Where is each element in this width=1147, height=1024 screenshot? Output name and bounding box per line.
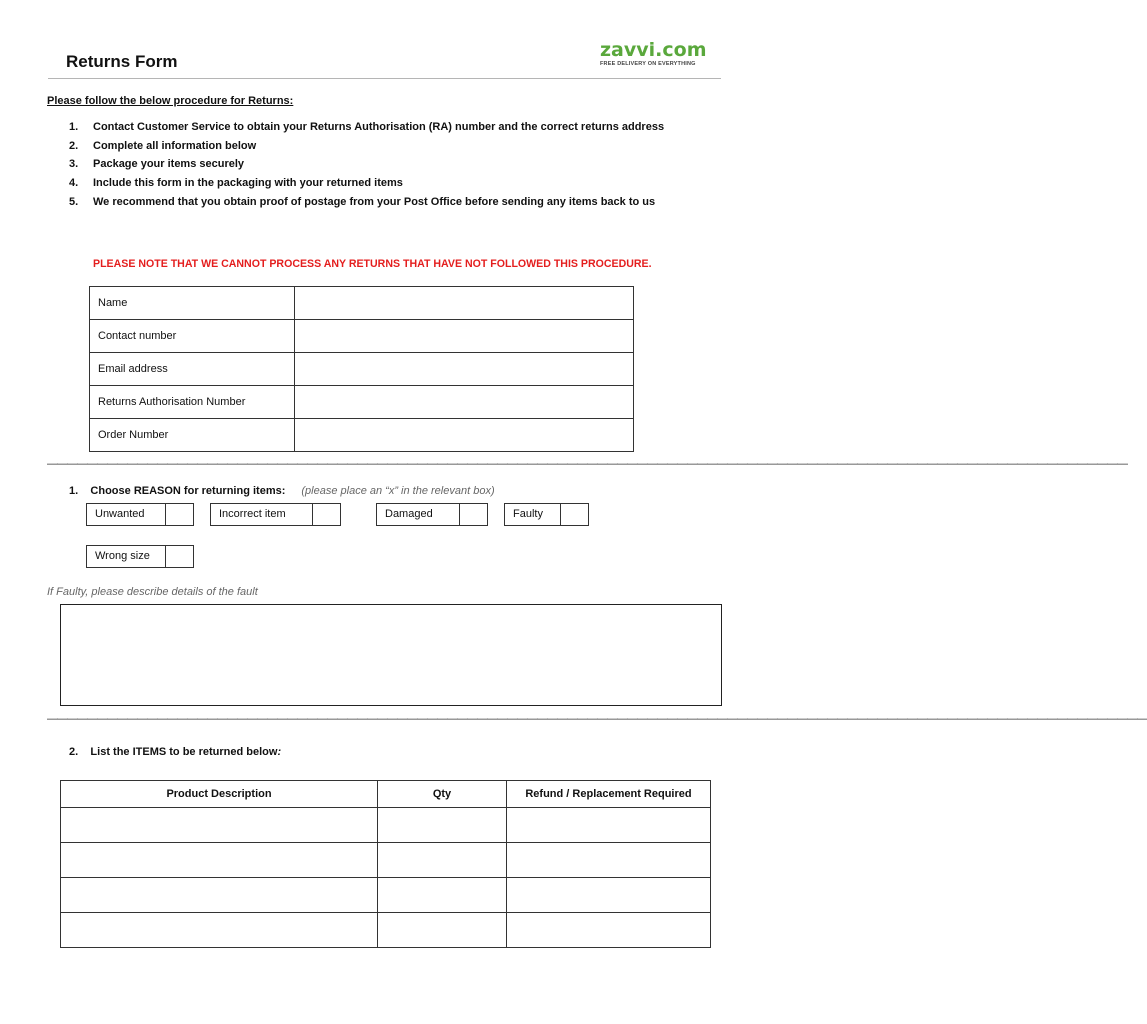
product-description-cell[interactable] bbox=[61, 913, 378, 948]
info-label-ra: Returns Authorisation Number bbox=[90, 386, 295, 419]
reason-option-label: Unwanted bbox=[95, 508, 145, 520]
qty-cell[interactable] bbox=[378, 878, 507, 913]
fault-details-textarea[interactable] bbox=[60, 604, 722, 706]
refund-replacement-cell[interactable] bbox=[507, 878, 711, 913]
procedure-step: 2. Complete all information below bbox=[69, 139, 257, 152]
logo-wordmark: zavvi.com bbox=[600, 39, 707, 61]
form-title: Returns Form bbox=[66, 52, 178, 71]
procedure-steps bbox=[48, 118, 728, 212]
procedure-warning: PLEASE NOTE THAT WE CANNOT PROCESS ANY RETURNS THAT HAVE NOT FOLLOWED THIS PROCEDURE. bbox=[93, 258, 652, 270]
reason-faulty bbox=[504, 503, 589, 526]
info-label-order: Order Number bbox=[90, 419, 295, 452]
procedure-step: 5. We recommend that you obtain proof of postage from your Post Office before sending any items back to us bbox=[69, 195, 656, 208]
reason-option-label: Wrong size bbox=[95, 550, 150, 562]
reason-heading: 1. Choose REASON for returning items: (please place an “x” in the relevant box) bbox=[69, 485, 495, 497]
procedure-step: 4. Include this form in the packaging with your returned items bbox=[69, 177, 403, 190]
order-number-field[interactable] bbox=[295, 419, 634, 452]
info-row bbox=[90, 419, 634, 452]
procedure-step: 3. Package your items securely bbox=[69, 158, 245, 171]
qty-cell[interactable] bbox=[378, 843, 507, 878]
table-row bbox=[61, 878, 711, 913]
reason-damaged bbox=[376, 503, 488, 526]
procedure-lead: Please follow the below procedure for Returns: bbox=[47, 95, 294, 107]
section-divider: ———————————————————————————————————————————————————————————————————————————————————————————————————————————— bbox=[47, 458, 1127, 470]
col-qty: Qty bbox=[378, 781, 507, 808]
contact-number-field[interactable] bbox=[295, 320, 634, 353]
info-row bbox=[90, 353, 634, 386]
product-description-cell[interactable] bbox=[61, 808, 378, 843]
product-description-cell[interactable] bbox=[61, 843, 378, 878]
table-row bbox=[61, 808, 711, 843]
section-divider: —————————————————————————————————————————————————————————————————————————————————————————————————————————————— bbox=[47, 713, 1147, 725]
items-header-row bbox=[61, 781, 711, 808]
name-field[interactable] bbox=[295, 287, 634, 320]
reason-option-label: Faulty bbox=[513, 508, 543, 520]
info-label-email: Email address bbox=[90, 353, 295, 386]
info-label-contact: Contact number bbox=[90, 320, 295, 353]
qty-cell[interactable] bbox=[378, 808, 507, 843]
refund-replacement-cell[interactable] bbox=[507, 843, 711, 878]
zavvi-logo[interactable] bbox=[600, 39, 707, 67]
fault-details-label: If Faulty, please describe details of the fault bbox=[47, 586, 258, 598]
items-heading: 2. List the ITEMS to be returned below: bbox=[69, 746, 282, 758]
reason-damaged-checkbox[interactable] bbox=[459, 504, 487, 525]
reason-incorrect-item-checkbox[interactable] bbox=[312, 504, 340, 525]
ra-number-field[interactable] bbox=[295, 386, 634, 419]
reason-faulty-checkbox[interactable] bbox=[560, 504, 588, 525]
qty-cell[interactable] bbox=[378, 913, 507, 948]
info-row bbox=[90, 386, 634, 419]
table-row bbox=[61, 843, 711, 878]
items-table bbox=[60, 780, 711, 948]
reason-option-label: Damaged bbox=[385, 508, 433, 520]
col-product-description: Product Description bbox=[61, 781, 378, 808]
reason-hint: (please place an “x” in the relevant box) bbox=[301, 485, 495, 497]
info-row bbox=[90, 287, 634, 320]
header-rule bbox=[48, 78, 721, 79]
product-description-cell[interactable] bbox=[61, 878, 378, 913]
reason-option-label: Incorrect item bbox=[219, 508, 286, 520]
procedure-step: 1. Contact Customer Service to obtain your Returns Authorisation (RA) number and the correct returns address bbox=[69, 121, 665, 133]
email-field[interactable] bbox=[295, 353, 634, 386]
refund-replacement-cell[interactable] bbox=[507, 808, 711, 843]
refund-replacement-cell[interactable] bbox=[507, 913, 711, 948]
reason-unwanted-checkbox[interactable] bbox=[165, 504, 193, 525]
logo-tagline: FREE DELIVERY ON EVERYTHING bbox=[600, 61, 696, 67]
reason-incorrect-item bbox=[210, 503, 341, 526]
reason-wrong-size bbox=[86, 545, 194, 568]
reason-wrong-size-checkbox[interactable] bbox=[165, 546, 193, 567]
info-row bbox=[90, 320, 634, 353]
table-row bbox=[61, 913, 711, 948]
reason-unwanted bbox=[86, 503, 194, 526]
info-label-name: Name bbox=[90, 287, 295, 320]
col-refund-replacement: Refund / Replacement Required bbox=[507, 781, 711, 808]
customer-info-table bbox=[89, 286, 634, 452]
